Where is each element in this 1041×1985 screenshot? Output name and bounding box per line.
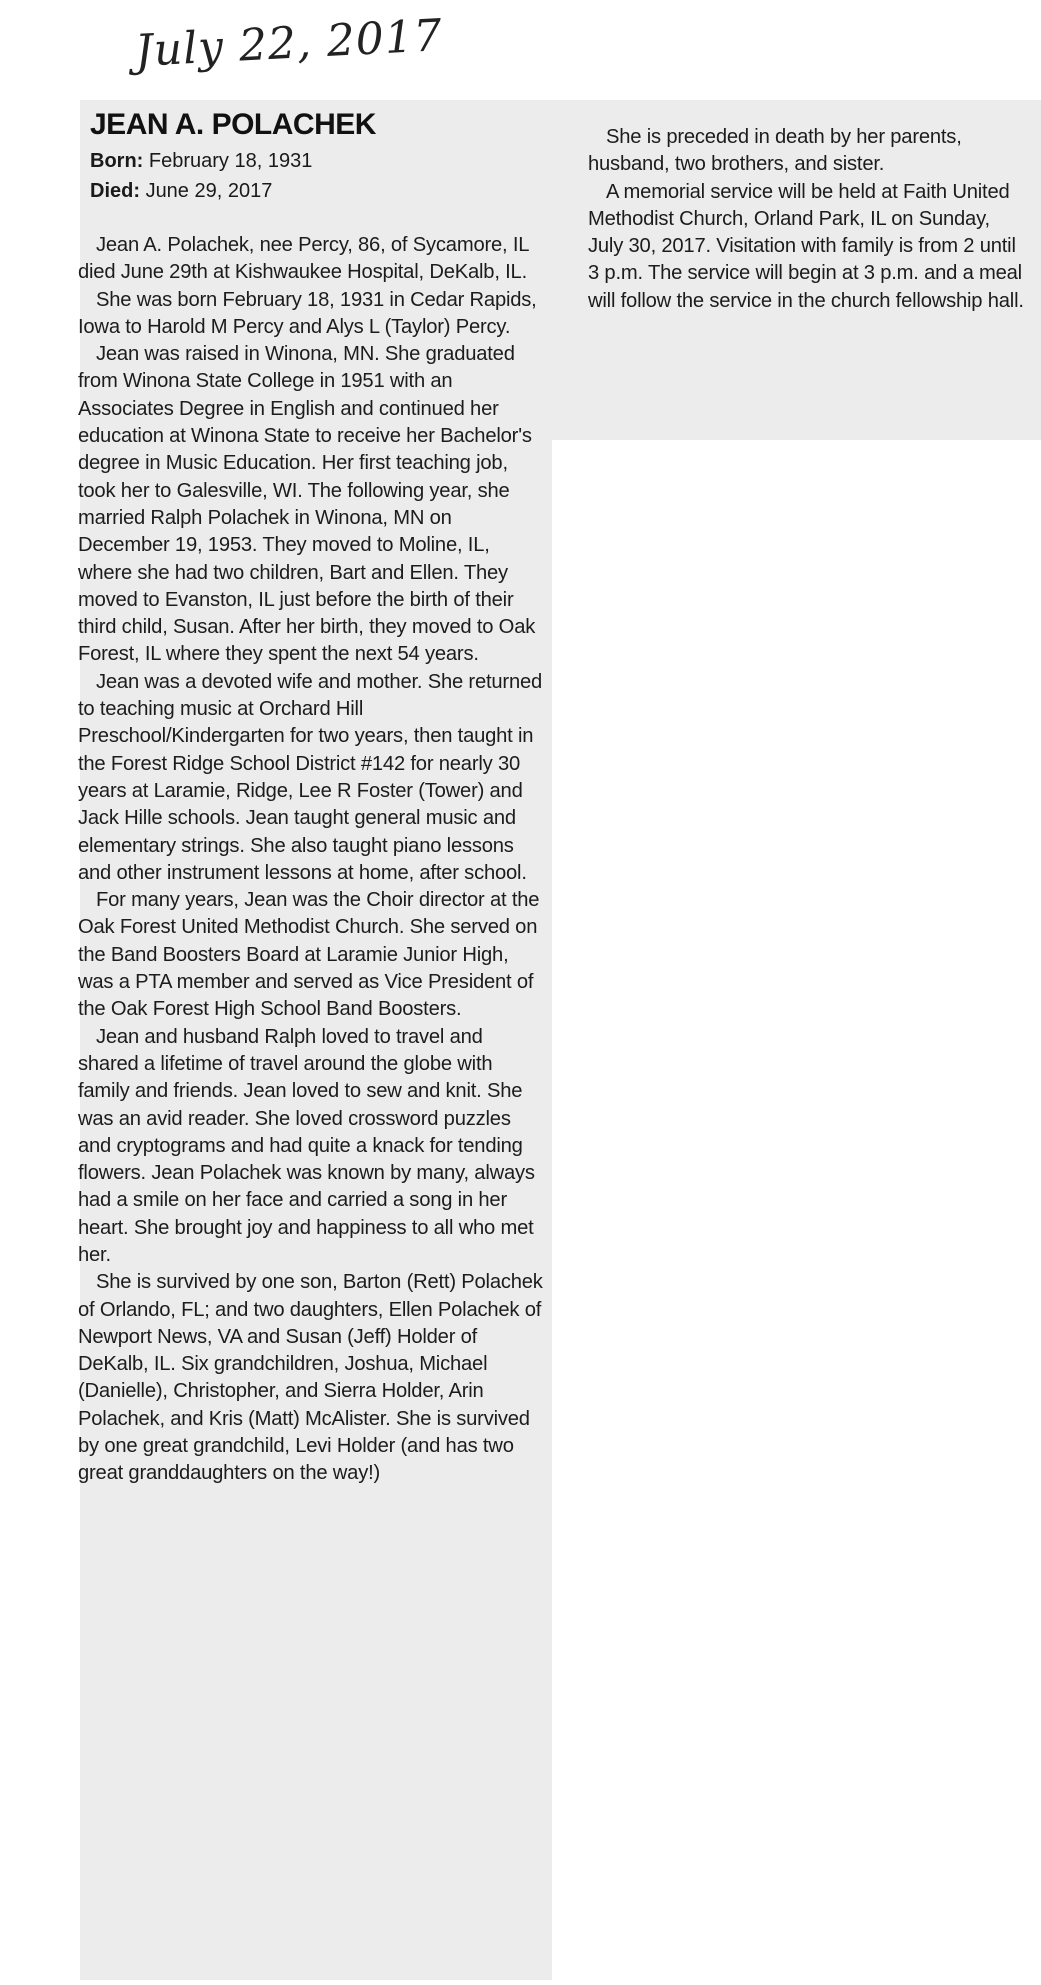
born-label: Born: [90,150,144,172]
paragraph-memorial-service: A memorial service will be held at Faith United Methodist Church, Orland Park, IL on Sunday, July 30, 2017. Visitation with family is from 2 until 3 p.m. The service will begin at 3 p.m. and a meal will follow the service in the church fellowship hall. [588,180,1024,312]
paragraph-early-life: Jean was raised in Winona, MN. She graduated from Winona State College in 1951 with an Associates Degree in English and continued her education at Winona State to receive her Bachelor's degree in Music Education. Her first teaching job, took her to Galesville, WI. The following year, she married Ralph Polachek in Winona, MN on December 19, 1953. They moved to Moline, IL, where she had two children, Bart and Ellen. They moved to Evanston, IL just before the birth of their third child, Susan. After her birth, they moved to Oak Forest, IL where they spent the next 54 years. [78,343,536,666]
paragraph-hobbies: Jean and husband Ralph loved to travel and shared a lifetime of travel around the globe with family and friends. Jean loved to sew and knit. She was an avid reader. She loved crossword puzzles and cryptograms and had quite a knack for tending flowers. Jean Polachek was known by many, always had a smile on her face and carried a song in her heart. She brought joy and happiness to all who met her. [78,1025,535,1266]
died-label: Died: [90,180,140,202]
died-value: June 29, 2017 [145,180,273,202]
paragraph-career: Jean was a devoted wife and mother. She returned to teaching music at Orchard Hill Preschool/Kindergarten for two years, then taught in the Forest Ridge School District #142 for nearly 30 years at Laramie, Ridge, Lee R Foster (Tower) and Jack Hille schools. Jean taught general music and elementary strings. She also taught piano lessons and other instrument lessons at home, after school. [78,670,543,884]
obituary-column-left [78,232,548,1488]
paragraph-survivors: She is survived by one son, Barton (Rett) Polachek of Orlando, FL; and two daughters, Ellen Polachek of Newport News, VA and Susan (Jeff) Holder of DeKalb, IL. Six grandchildren, Joshua, Michael (Danielle), Christopher, and Sierra Holder, Arin Polachek, and Kris (Matt) McAlister. She is survived by one great grandchild, Levi Holder (and has two great granddaughters on the way!) [78,1271,543,1485]
paragraph-death-notice: Jean A. Polachek, nee Percy, 86, of Sycamore, IL died June 29th at Kishwaukee Hospital, DeKalb, IL. [78,234,529,284]
born-line [90,150,312,173]
obituary-column-right [588,124,1028,315]
obituary-name: JEAN A. POLACHEK [90,108,376,141]
died-line [90,180,272,203]
paragraph-church: For many years, Jean was the Choir director at the Oak Forest United Methodist Church. She served on the Band Boosters Board at Laramie Junior High, was a PTA member and served as Vice President of the Oak Forest High School Band Boosters. [78,889,540,1021]
paragraph-birth: She was born February 18, 1931 in Cedar Rapids, Iowa to Harold M Percy and Alys L (Taylor) Percy. [78,288,537,338]
born-value: February 18, 1931 [148,150,313,172]
handwritten-date: July 22, 2017 [133,9,444,78]
paragraph-preceded: She is preceded in death by her parents, husband, two brothers, and sister. [588,126,962,176]
